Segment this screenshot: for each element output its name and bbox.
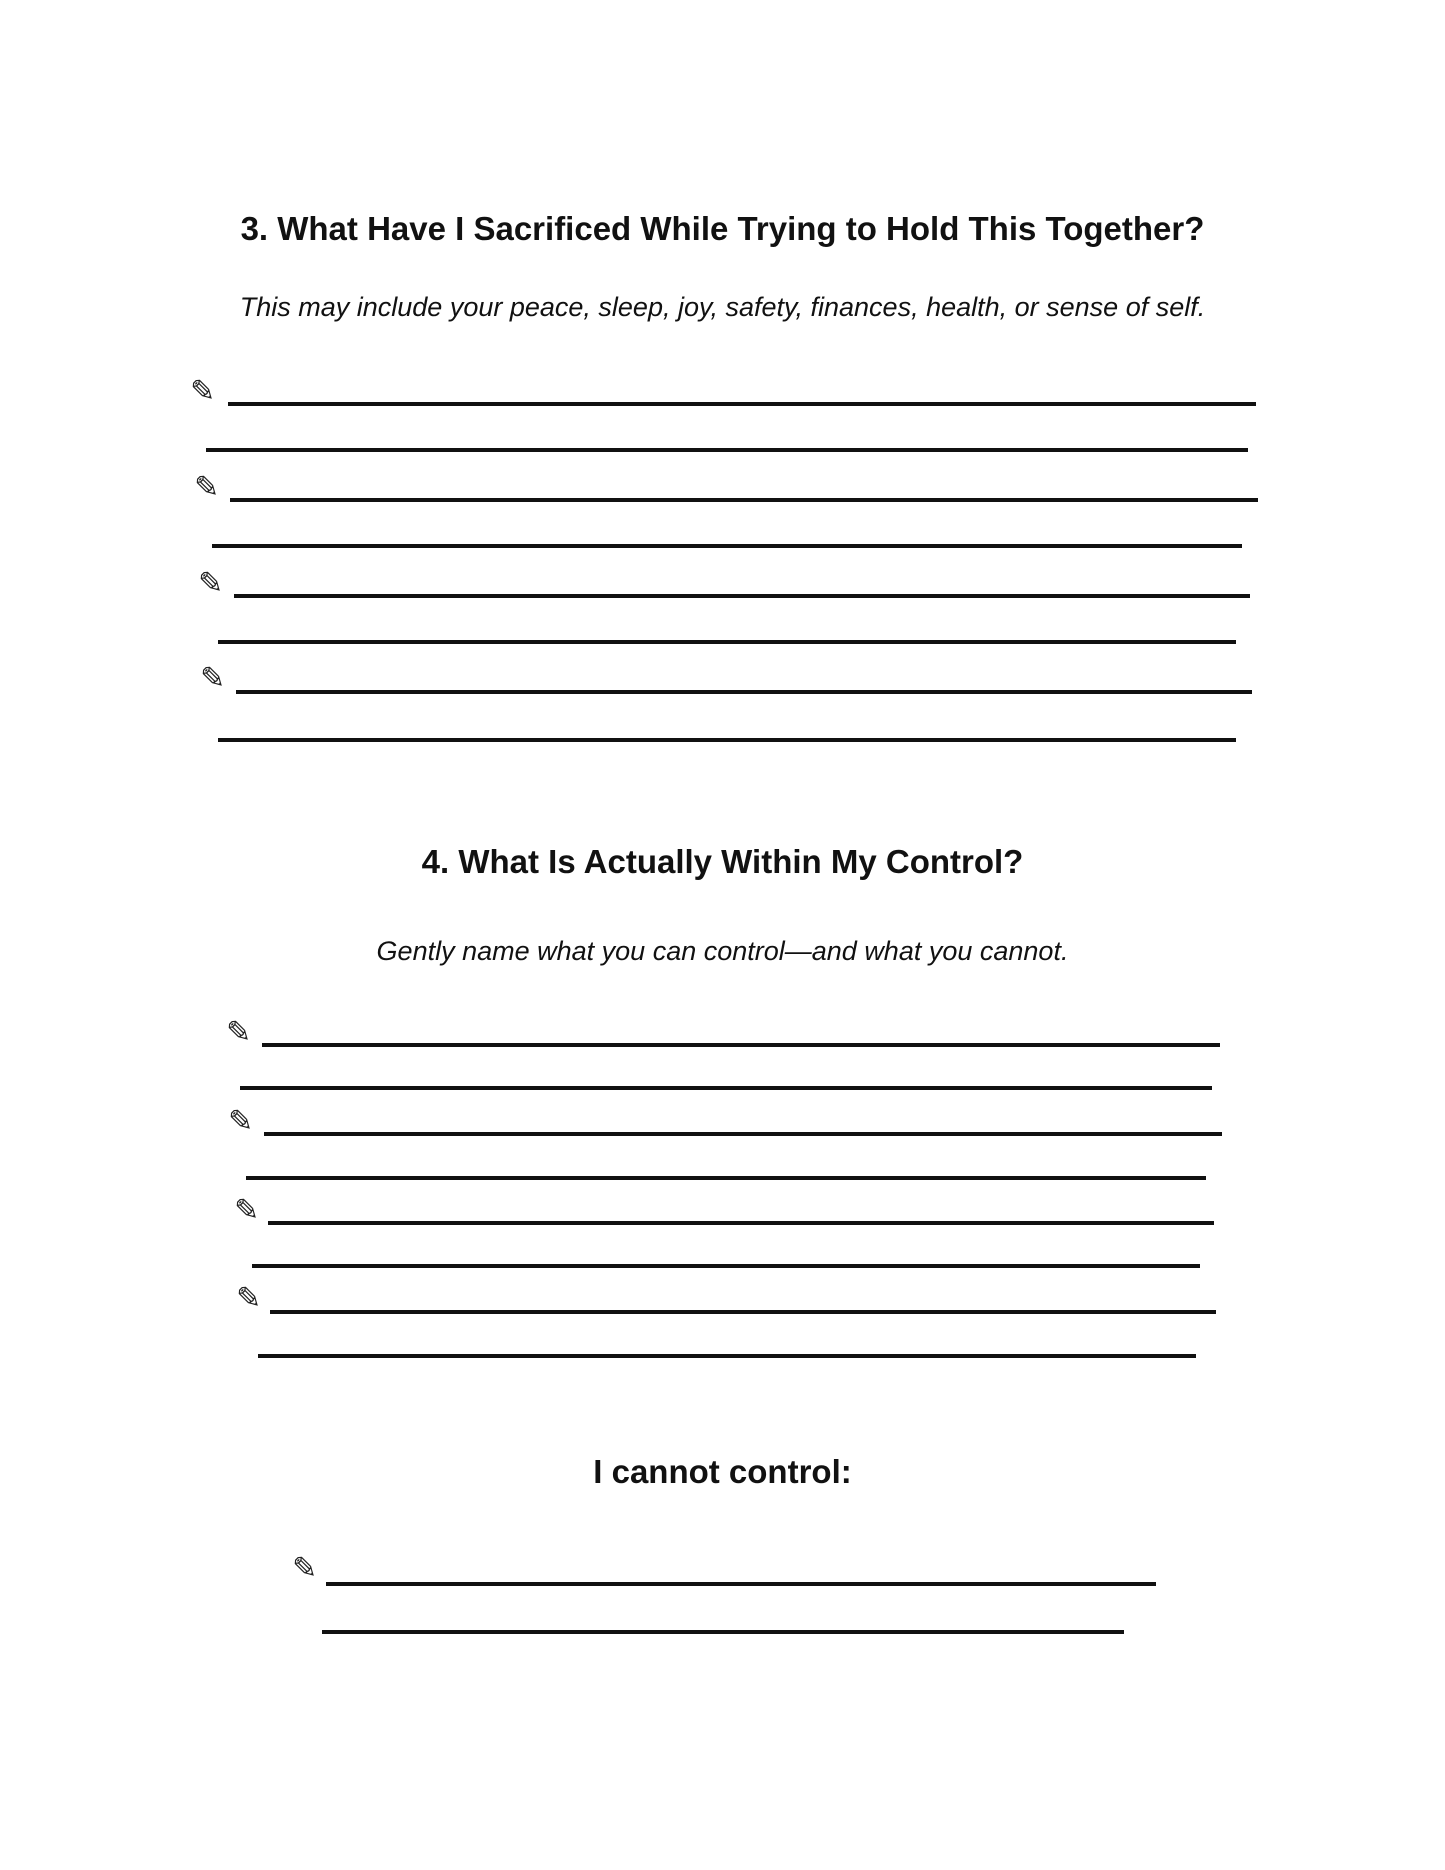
writing-line[interactable] bbox=[230, 498, 1258, 502]
writing-line[interactable] bbox=[240, 1086, 1212, 1090]
pencil-icon: ✎ bbox=[292, 1551, 318, 1586]
writing-line[interactable] bbox=[252, 1264, 1200, 1268]
writing-line[interactable] bbox=[322, 1630, 1124, 1634]
writing-line[interactable] bbox=[270, 1310, 1216, 1314]
pencil-icon: ✎ bbox=[236, 1281, 262, 1316]
writing-line[interactable] bbox=[264, 1132, 1222, 1136]
writing-line[interactable] bbox=[262, 1043, 1220, 1047]
writing-line[interactable] bbox=[206, 448, 1248, 452]
writing-line[interactable] bbox=[246, 1176, 1206, 1180]
section-3-subtitle: This may include your peace, sleep, joy, safety, finances, health, or sense of self. bbox=[239, 292, 1206, 322]
pencil-icon: ✎ bbox=[200, 661, 226, 696]
writing-line[interactable] bbox=[234, 594, 1250, 598]
pencil-icon: ✎ bbox=[190, 374, 216, 409]
section-4-title: 4. What Is Actually Within My Control? bbox=[421, 843, 1024, 880]
writing-line[interactable] bbox=[326, 1582, 1156, 1586]
writing-line[interactable] bbox=[218, 640, 1236, 644]
pencil-icon: ✎ bbox=[194, 470, 220, 505]
pencil-icon: ✎ bbox=[228, 1104, 254, 1139]
writing-line[interactable] bbox=[236, 690, 1252, 694]
cannot-control-title: I cannot control: bbox=[593, 1453, 852, 1490]
section-4-subtitle: Gently name what you can control—and what you cannot. bbox=[376, 936, 1069, 966]
section-3-title: 3. What Have I Sacrificed While Trying to Hold This Together? bbox=[240, 210, 1205, 247]
writing-line[interactable] bbox=[268, 1221, 1214, 1225]
writing-line[interactable] bbox=[212, 544, 1242, 548]
pencil-icon: ✎ bbox=[198, 566, 224, 601]
writing-line[interactable] bbox=[218, 738, 1236, 742]
pencil-icon: ✎ bbox=[226, 1015, 252, 1050]
writing-line[interactable] bbox=[228, 402, 1256, 406]
writing-line[interactable] bbox=[258, 1354, 1196, 1358]
pencil-icon: ✎ bbox=[234, 1193, 260, 1228]
